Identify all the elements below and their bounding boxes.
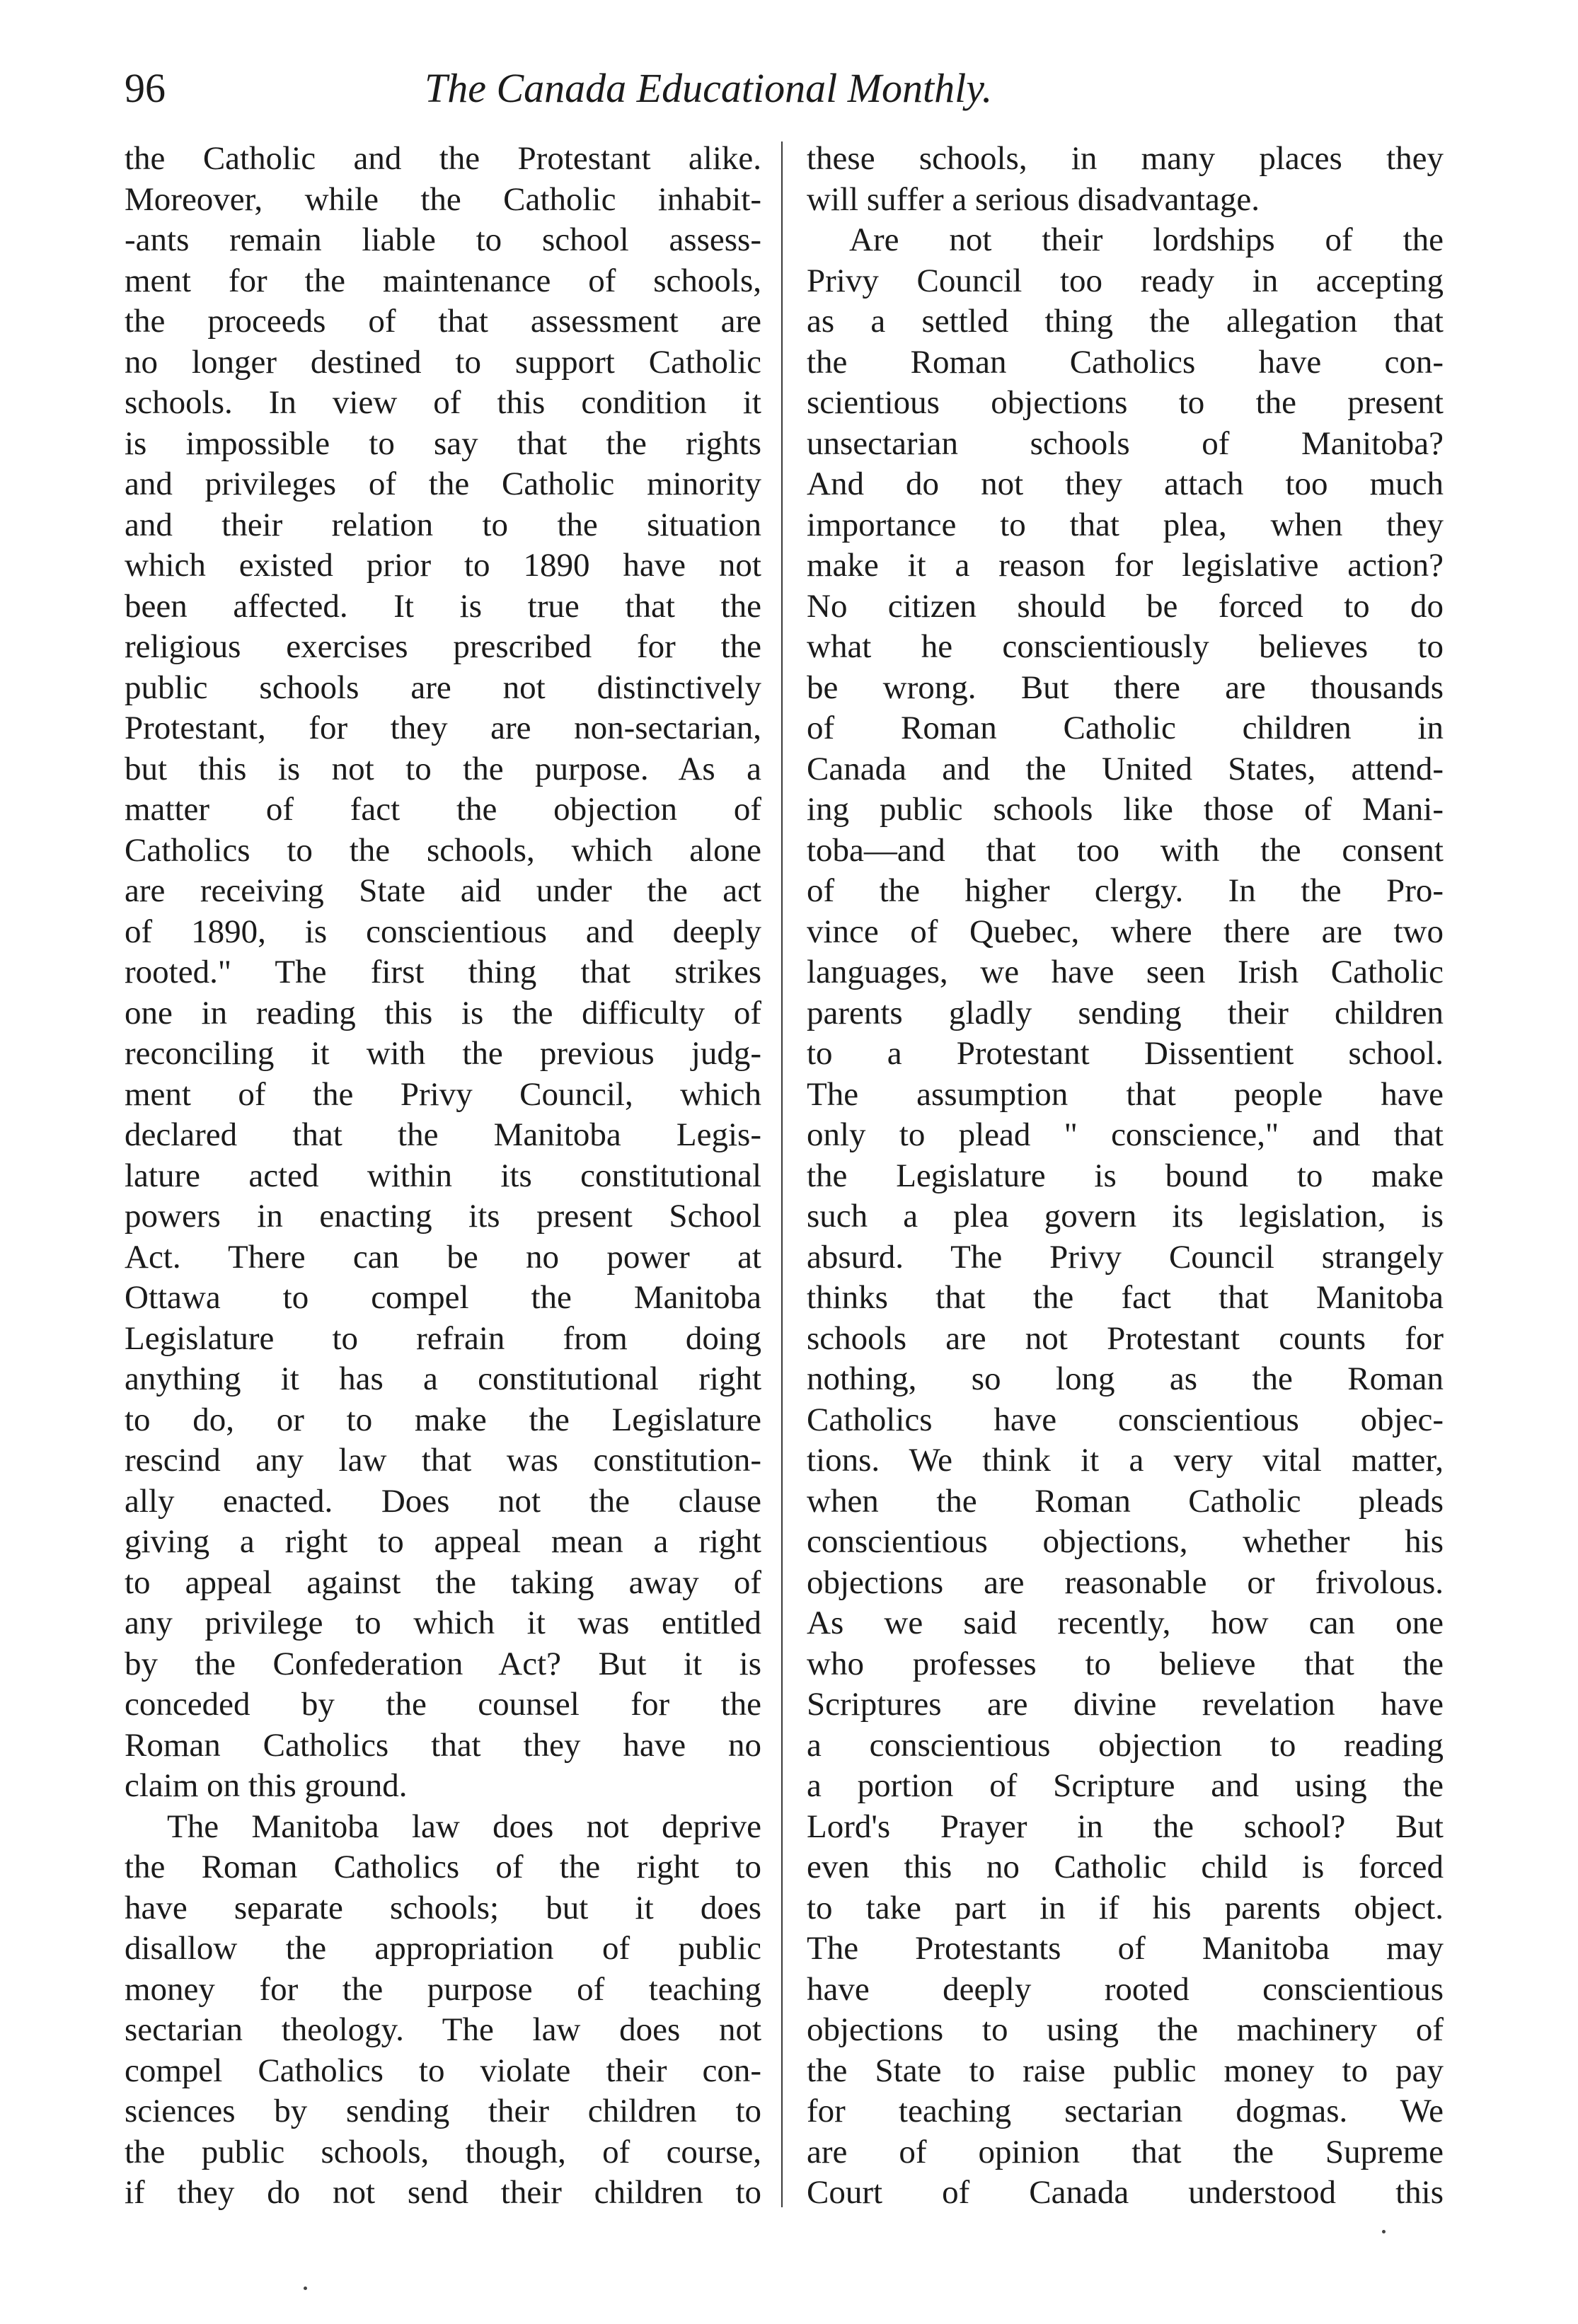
ink-speck: [304, 2287, 307, 2290]
text-line: The Manitoba law does not deprive: [167, 1808, 761, 1845]
text-line: Court of Canada understood this: [807, 2174, 1444, 2211]
text-line: toba—and that too with the consent: [807, 831, 1444, 869]
text-line: Protestant, for they are non-sectarian,: [125, 710, 761, 746]
text-line: when the Roman Catholic pleads: [807, 1482, 1444, 1520]
text-line: schools are not Protestant counts for: [807, 1319, 1444, 1357]
text-line: money for the purpose of teaching: [125, 1970, 761, 2008]
text-line: been affected. It is true that the: [125, 587, 761, 625]
text-line: Moreover, while the Catholic inhabit-: [125, 180, 761, 218]
text-line: of Roman Catholic children in: [807, 710, 1444, 746]
text-line: absurd. The Privy Council strangely: [807, 1238, 1444, 1276]
text-line: Ottawa to compel the Manitoba: [125, 1279, 761, 1316]
text-line: are receiving State aid under the act: [125, 872, 761, 909]
text-line: public schools are not distinctively: [125, 669, 761, 706]
text-line: if they do not send their children to: [125, 2174, 761, 2211]
text-line: Catholics to the schools, which alone: [125, 831, 761, 869]
text-line: nothing, so long as the Roman: [807, 1360, 1444, 1397]
text-line: to take part in if his parents object.: [807, 1889, 1444, 1926]
text-line: Legislature to refrain from doing: [125, 1319, 761, 1357]
text-line: who professes to believe that the: [807, 1645, 1444, 1682]
text-line: even this no Catholic child is forced: [807, 1849, 1444, 1885]
text-line: And do not they attach too much: [807, 466, 1444, 502]
text-line: conscientious objections, whether his: [807, 1523, 1444, 1560]
text-line: have deeply rooted conscientious: [807, 1970, 1444, 2008]
text-line: compel Catholics to violate their con-: [125, 2052, 761, 2089]
text-line: reconciling it with the previous judg-: [125, 1035, 761, 1072]
text-line: tions. We think it a very vital matter,: [807, 1442, 1444, 1479]
running-head-title: The Canada Educational Monthly.: [425, 65, 993, 111]
text-line: powers in enacting its present School: [125, 1198, 761, 1235]
text-line: thinks that the fact that Manitoba: [807, 1279, 1444, 1316]
text-line: Lord's Prayer in the school? But: [807, 1808, 1444, 1845]
text-line: what he conscientiously believes to: [807, 628, 1444, 665]
left-column: [125, 139, 761, 2214]
text-line: lature acted within its constitutional: [125, 1157, 761, 1194]
text-line: rescind any law that was constitution-: [125, 1442, 761, 1479]
text-line: a conscientious objection to reading: [807, 1726, 1444, 1764]
text-line: as a settled thing the allegation that: [807, 303, 1444, 340]
text-line: the public schools, though, of course,: [125, 2133, 761, 2170]
text-line: matter of fact the objection of: [125, 791, 761, 828]
text-line: The assumption that people have: [807, 1075, 1444, 1113]
page-number: 96: [125, 65, 166, 111]
text-line: one in reading this is the difficulty of: [125, 994, 761, 1031]
text-line: be wrong. But there are thousands: [807, 669, 1444, 706]
text-line: to a Protestant Dissentient school.: [807, 1035, 1444, 1072]
text-line: to do, or to make the Legislature: [125, 1401, 761, 1438]
text-line: Privy Council too ready in accepting: [807, 262, 1444, 299]
text-line: any privilege to which it was entitled: [125, 1605, 761, 1641]
column-divider: [781, 141, 783, 2207]
text-line: of 1890, is conscientious and deeply: [125, 913, 761, 950]
text-line: objections to using the machinery of: [807, 2011, 1444, 2048]
text-line: no longer destined to support Catholic: [125, 343, 761, 381]
text-line: ment for the maintenance of schools,: [125, 262, 761, 299]
text-line: languages, we have seen Irish Catholic: [807, 954, 1444, 990]
text-line: to appeal against the taking away of: [125, 1563, 761, 1601]
text-line: the State to raise public money to pay: [807, 2052, 1444, 2089]
text-line: Scriptures are divine revelation have: [807, 1686, 1444, 1723]
text-line: by the Confederation Act? But it is: [125, 1645, 761, 1682]
text-line: vince of Quebec, where there are two: [807, 913, 1444, 950]
text-line: the Legislature is bound to make: [807, 1157, 1444, 1194]
text-line: for teaching sectarian dogmas. We: [807, 2093, 1444, 2129]
text-line: the Roman Catholics have con-: [807, 343, 1444, 381]
text-line: which existed prior to 1890 have not: [125, 547, 761, 584]
text-line: but this is not to the purpose. As a: [125, 750, 761, 787]
text-line: ally enacted. Does not the clause: [125, 1482, 761, 1520]
text-line: only to plead " conscience," and that: [807, 1116, 1444, 1153]
text-line: anything it has a constitutional right: [125, 1360, 761, 1397]
text-line: importance to that plea, when they: [807, 506, 1444, 543]
text-line: The Protestants of Manitoba may: [807, 1930, 1444, 1967]
text-line: -ants remain liable to school assess-: [125, 221, 761, 258]
text-line: of the higher clergy. In the Pro-: [807, 872, 1444, 909]
text-line: ment of the Privy Council, which: [125, 1075, 761, 1113]
text-line: rooted." The first thing that strikes: [125, 954, 761, 990]
text-line: Act. There can be no power at: [125, 1238, 761, 1276]
text-line: unsectarian schools of Manitoba?: [807, 424, 1444, 462]
text-line: and their relation to the situation: [125, 506, 761, 543]
text-line: disallow the appropriation of public: [125, 1930, 761, 1967]
text-line: such a plea govern its legislation, is: [807, 1198, 1444, 1235]
text-line: Are not their lordships of the: [849, 221, 1444, 258]
text-line: sectarian theology. The law does not: [125, 2011, 761, 2048]
text-line: sciences by sending their children to: [125, 2093, 761, 2129]
text-line: Roman Catholics that they have no: [125, 1726, 761, 1764]
text-line: claim on this ground.: [125, 1767, 408, 1804]
text-line: have separate schools; but it does: [125, 1889, 761, 1926]
text-line: objections are reasonable or frivolous.: [807, 1563, 1444, 1601]
right-column: [807, 139, 1444, 2214]
text-line: make it a reason for legislative action?: [807, 547, 1444, 584]
ink-speck: [1382, 2230, 1386, 2233]
text-line: these schools, in many places they: [807, 140, 1444, 177]
text-line: the Catholic and the Protestant alike.: [125, 140, 761, 177]
text-line: the Roman Catholics of the right to: [125, 1849, 761, 1885]
text-line: religious exercises prescribed for the: [125, 628, 761, 665]
text-line: schools. In view of this condition it: [125, 384, 761, 421]
text-line: Catholics have conscientious objec-: [807, 1401, 1444, 1438]
text-line: Canada and the United States, attend-: [807, 750, 1444, 787]
text-line: will suffer a serious disadvantage.: [807, 180, 1260, 218]
text-line: ing public schools like those of Mani-: [807, 791, 1444, 828]
text-line: a portion of Scripture and using the: [807, 1767, 1444, 1804]
text-line: conceded by the counsel for the: [125, 1686, 761, 1723]
text-line: scientious objections to the present: [807, 384, 1444, 421]
text-line: No citizen should be forced to do: [807, 587, 1444, 625]
text-line: parents gladly sending their children: [807, 994, 1444, 1031]
text-line: the proceeds of that assessment are: [125, 303, 761, 340]
text-line: is impossible to say that the rights: [125, 424, 761, 462]
text-line: giving a right to appeal mean a right: [125, 1523, 761, 1560]
text-line: and privileges of the Catholic minority: [125, 466, 761, 502]
text-line: As we said recently, how can one: [807, 1605, 1444, 1641]
text-line: declared that the Manitoba Legis-: [125, 1116, 761, 1153]
text-line: are of opinion that the Supreme: [807, 2133, 1444, 2170]
